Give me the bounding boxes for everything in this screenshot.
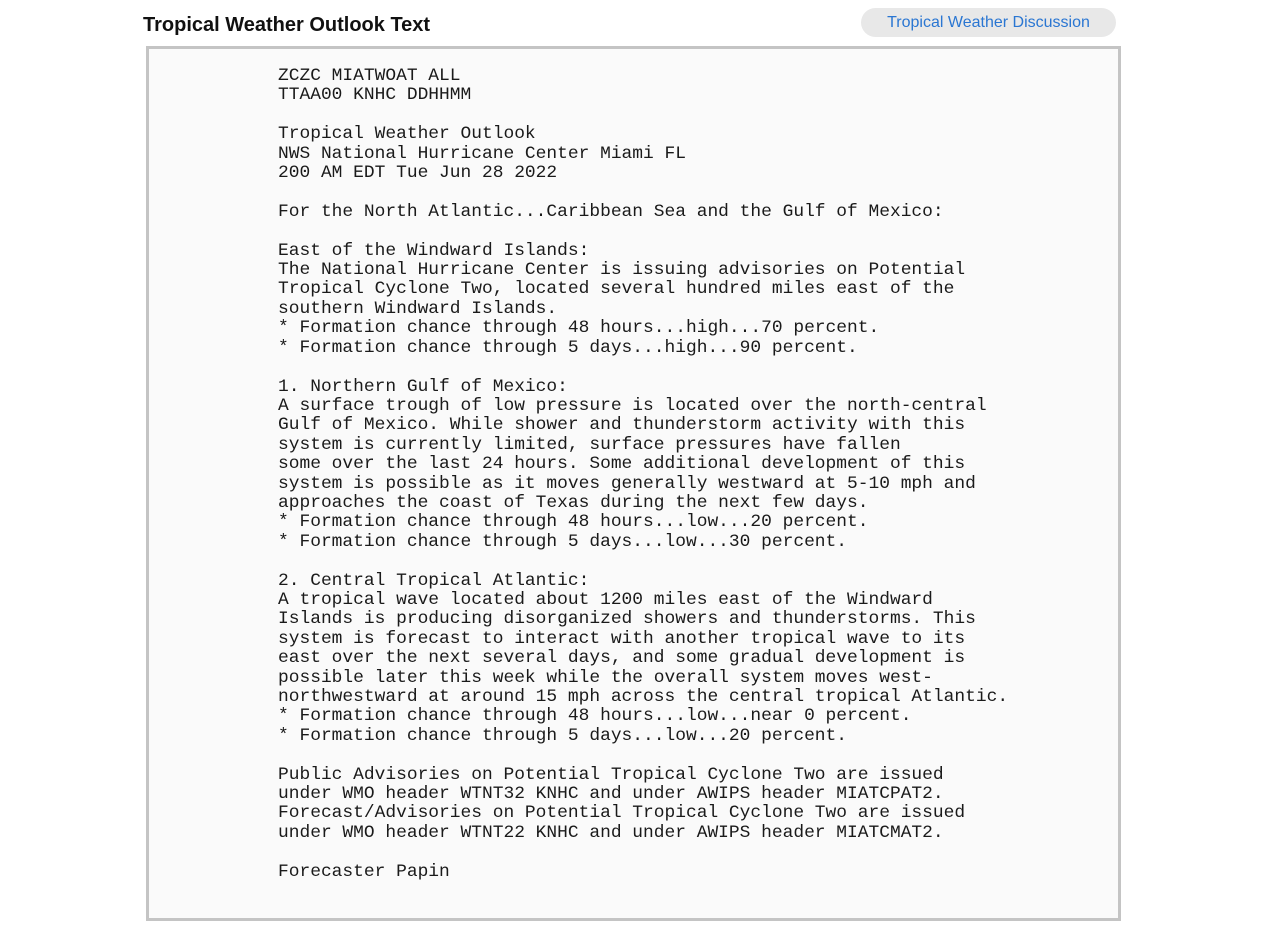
text-line: system is possible as it moves generally westward at 5-10 mph and (278, 473, 976, 494)
text-line: A surface trough of low pressure is located over the north-central (278, 395, 987, 416)
text-line: NWS National Hurricane Center Miami FL (278, 143, 686, 164)
text-line: 1. Northern Gulf of Mexico: (278, 376, 568, 397)
text-line: For the North Atlantic...Caribbean Sea and the Gulf of Mexico: (278, 201, 944, 222)
text-line: 200 AM EDT Tue Jun 28 2022 (278, 163, 558, 184)
page-title: Tropical Weather Outlook Text (143, 14, 431, 36)
text-line: * Formation chance through 48 hours...low...near 0 percent. (278, 706, 912, 727)
text-line: Islands is producing disorganized showers and thunderstorms. This (278, 609, 976, 630)
text-line: A tropical wave located about 1200 miles east of the Windward (278, 589, 933, 610)
text-line: Tropical Cyclone Two, located several hundred miles east of the (278, 279, 955, 300)
text-line: some over the last 24 hours. Some additional development of this (278, 454, 966, 475)
text-line: * Formation chance through 5 days...high...90 percent. (278, 337, 858, 358)
text-line: Gulf of Mexico. While shower and thunderstorm activity with this (278, 415, 966, 436)
text-line: 2. Central Tropical Atlantic: (278, 570, 590, 591)
text-line: southern Windward Islands. (278, 298, 558, 319)
text-line: system is currently limited, surface pressures have fallen (278, 434, 901, 455)
text-line: east over the next several days, and some gradual development is (278, 648, 966, 669)
text-line: * Formation chance through 5 days...low...30 percent. (278, 531, 848, 552)
outlook-product-text (278, 67, 1008, 882)
text-line: * Formation chance through 5 days...low...20 percent. (278, 725, 848, 746)
text-line: The National Hurricane Center is issuing advisories on Potential (278, 260, 966, 281)
text-line: possible later this week while the overall system moves west- (278, 667, 933, 688)
text-line: under WMO header WTNT32 KNHC and under AWIPS header MIATCPAT2. (278, 784, 944, 805)
text-line: under WMO header WTNT22 KNHC and under AWIPS header MIATCMAT2. (278, 822, 944, 843)
text-line: TTAA00 KNHC DDHHMM (278, 85, 472, 106)
text-line: system is forecast to interact with another tropical wave to its (278, 628, 966, 649)
text-line: ZCZC MIATWOAT ALL (278, 66, 461, 86)
text-line: East of the Windward Islands: (278, 240, 590, 261)
text-line: approaches the coast of Texas during the next few days. (278, 492, 869, 513)
outlook-text-panel (146, 46, 1121, 921)
text-line: Forecast/Advisories on Potential Tropical Cyclone Two are issued (278, 803, 966, 824)
text-line: Public Advisories on Potential Tropical Cyclone Two are issued (278, 764, 944, 785)
tropical-weather-discussion-link[interactable]: Tropical Weather Discussion (861, 8, 1116, 37)
text-line: * Formation chance through 48 hours...low...20 percent. (278, 512, 869, 533)
text-line: northwestward at around 15 mph across the central tropical Atlantic. (278, 687, 1009, 707)
text-line: Tropical Weather Outlook (278, 124, 536, 145)
text-line: * Formation chance through 48 hours...high...70 percent. (278, 318, 880, 339)
text-line: Forecaster Papin (278, 861, 450, 882)
